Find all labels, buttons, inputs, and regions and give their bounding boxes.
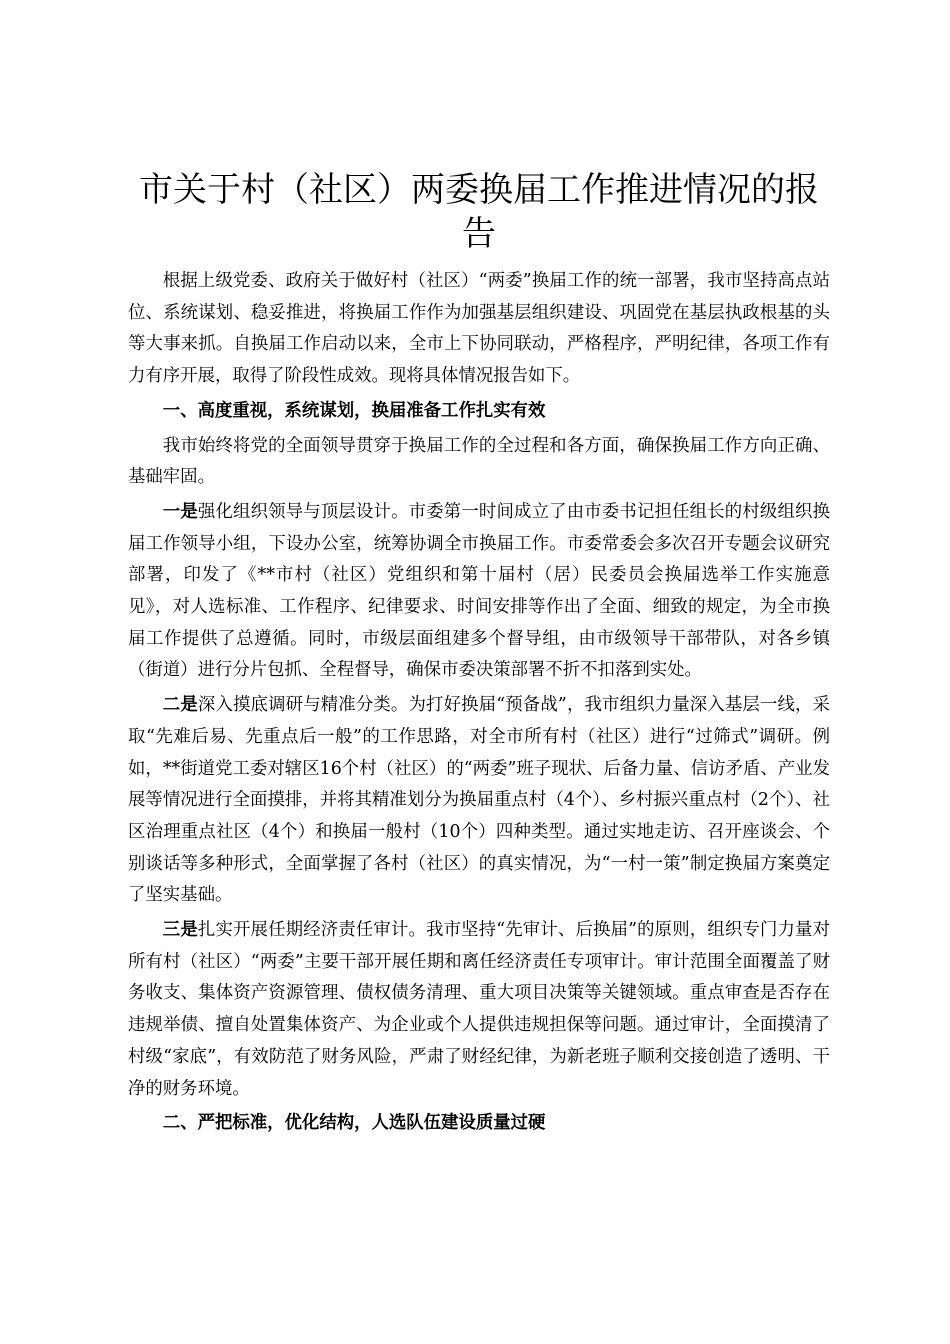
item-3-lead: 三是 <box>162 920 198 941</box>
document-title: 市关于村（社区）两委换届工作推进情况的报告 <box>139 170 819 254</box>
document-page <box>128 168 830 1140</box>
item-2-text: 深入摸底调研与精准分类。为打好换届“预备战”，我市组织力量深入基层一线，采取“先难后易、先重点后一般”的工作思路，对全市所有村（社区）进行“过筛式”调研。例如，**街道党工委对辖区16个村（社区）的“两委”班子现状、后备力量、信访矛盾、产业发展等情况进行全面摸排，并将其精准划分为换届重点村（4个）、乡村振兴重点村（2个）、社区治理重点社区（4个）和换届一般村（10个）四种类型。通过实地走访、召开座谈会、个别谈话等多种形式，全面掌握了各村（社区）的真实情况，为“一村一策”制定换届方案奠定了坚实基础。 <box>128 695 830 906</box>
intro-paragraph: 根据上级党委、政府关于做好村（社区）“两委”换届工作的统一部署，我市坚持高点站位、系统谋划、稳妥推进，将换届工作作为加强基层组织建设、巩固党在基层执政根基的头等大事来抓。自换届工作启动以来，全市上下协同联动，严格程序，严明纪律，各项工作有力有序开展，取得了阶段性成效。现将具体情况报告如下。 <box>128 271 830 387</box>
item-3-text: 扎实开展任期经济责任审计。我市坚持“先审计、后换届”的原则，组织专门力量对所有村（社区）“两委”主要干部开展任期和离任经济责任专项审计。审计范围全面覆盖了财务收支、集体资产资源管理、债权债务清理、重大项目决策等关键领域。重点审查是否存在违规举债、擅自处置集体资产、为企业或个人提供违规担保等问题。通过审计，全面摸清了村级“家底”，有效防范了财务风险，严肃了财经纪律，为新老班子顺利交接创造了透明、干净的财务环境。 <box>128 920 830 1099</box>
item-1-text: 强化组织领导与顶层设计。市委第一时间成立了由市委书记担任组长的村级组织换届工作领导小组，下设办公室，统筹协调全市换届工作。市委常委会多次召开专题会议研究部署，印发了《**市村（社区）党组织和第十届村（居）民委员会换届选举工作实施意见》，对人选标准、工作程序、纪律要求、时间安排等作出了全面、细致的规定，为全市换届工作提供了总遵循。同时，市级层面组建多个督导组，由市级领导干部带队，对各乡镇（街道）进行分片包抓、全程督导，确保市委决策部署不折不扣落到实处。 <box>128 501 830 681</box>
section-1-heading: 一、高度重视，系统谋划，换届准备工作扎实有效 <box>162 400 546 421</box>
section-1-item-2 <box>128 690 830 912</box>
item-2-lead: 二是 <box>162 695 198 716</box>
section-2-heading: 二、严把标准，优化结构，人选队伍建设质量过硬 <box>162 1113 546 1134</box>
section-1-item-3 <box>128 915 830 1105</box>
section-1-item-1 <box>128 497 830 687</box>
item-1-lead: 一是 <box>162 501 198 522</box>
section-1-intro: 我市始终将党的全面领导贯穿于换届工作的全过程和各方面，确保换届工作方向正确、基础牢固。 <box>128 435 830 488</box>
